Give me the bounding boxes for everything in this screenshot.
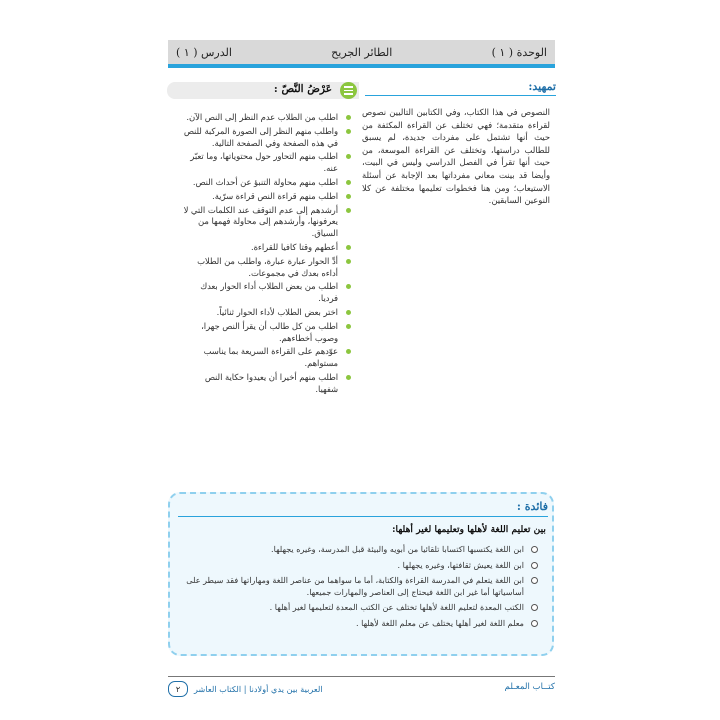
footer-divider (168, 676, 555, 677)
circle-bullet-icon (531, 577, 538, 584)
bullet-icon (346, 180, 351, 185)
bullet-icon (346, 154, 351, 159)
circle-bullet-icon (531, 546, 538, 553)
faida-item: ابن اللغة يعيش ثقافتها، وغيره يجهلها . (180, 560, 538, 572)
footer-label: كتــاب المعـلم (504, 682, 555, 692)
lesson-label: الدرس ( ١ ) (176, 45, 232, 59)
page-number: ٢ (168, 681, 188, 697)
faida-item: ابن اللغة يكتسبها اكتسابا تلقائيا من أبويه والبيئة قبل المدرسة، وغيره يجهلها. (180, 544, 538, 556)
instruction-item: اختر بعض الطلاب لأداء الحوار ثنائياً. (182, 307, 352, 319)
presentation-title: عَرْضُ النَّصّ : (273, 83, 332, 95)
bullet-icon (346, 115, 351, 120)
intro-paragraph: النصوص في هذا الكتاب، وفي الكتابين التاليين نصوص لقراءة متقدمة؛ فهي تختلف عن القراءة المكثفة من حيث أنها تشتمل على مفردات جديدة، لم يسبق للطالب دراستها، وتختلف عن القراءة الموسعة، من حيث أنها تقرأ في الفصل الدراسي وليس في البيت، وأيضا قد بينت معاني مفرداتها بعد الإجابة عن أسئلة الاستيعاب؛ ومن هنا فخطوات تعليمها مختلفة عن كلا النوعين السابقين. (362, 107, 550, 206)
instruction-item: اطلب منهم أخيرا أن يعيدوا حكاية النص شفهيا. (182, 372, 352, 396)
bullet-icon (346, 245, 351, 250)
circle-bullet-icon (531, 604, 538, 611)
instruction-item: عوّدهم على القراءة السريعة بما يناسب مستواهم. (182, 346, 352, 370)
bullet-icon (346, 324, 351, 329)
bullet-icon (346, 375, 351, 380)
unit-label: الوحدة ( ١ ) (491, 45, 547, 59)
instruction-item: أدِّ الحوار عبارة عبارة، واطلب من الطلاب أداءه بعدك في مجموعات. (182, 256, 352, 280)
intro-heading: تمهيد: (528, 80, 556, 93)
instruction-item: اطلب منهم قراءة النص قراءة سرّية. (182, 191, 352, 203)
instruction-item: اطلب من بعض الطلاب أداء الحوار بعدك فرديا. (182, 281, 352, 305)
faida-divider (178, 516, 548, 517)
instruction-item: اطلب من كل طالب أن يقرأ النص جهرا، وصوب أخطاءهم. (182, 321, 352, 345)
lesson-title: الطائر الجريح (331, 45, 393, 59)
bullet-icon (346, 194, 351, 199)
footer-book-title: العربية بين يدي أولادنا | الكتاب العاشر (194, 684, 323, 694)
instruction-item: اطلب منهم محاولة التنبؤ عن أحداث النص. (182, 177, 352, 189)
instruction-item: واطلب منهم النظر إلى الصورة المركبة للنص في هذه الصفحة وفي الصفحة التالية. (182, 126, 352, 150)
faida-item: معلم اللغة لغير أهلها يختلف عن معلم اللغة لأهلها . (180, 618, 538, 630)
bullet-icon (346, 284, 351, 289)
instruction-item: أرشدهم إلى عدم التوقف عند الكلمات التي لا يعرفونها، وأرشدهم إلى محاولة فهمها من السياق. (182, 205, 352, 240)
faida-item: الكتب المعدة لتعليم اللغة لأهلها تختلف عن الكتب المعدة لتعليمها لغير أهلها . (180, 602, 538, 614)
bullet-icon (346, 208, 351, 213)
circle-bullet-icon (531, 562, 538, 569)
header-divider (168, 64, 555, 68)
bullet-icon (346, 129, 351, 134)
faida-subtitle: بين تعليم اللغة لأهلها وتعليمها لغير أهلها: (392, 524, 546, 535)
bullet-icon (346, 259, 351, 264)
faida-item: ابن اللغة يتعلم في المدرسة القراءة والكتابة، أما ما سواهما من عناصر اللغة ومهاراتها فقد سيطر على أساسياتها أما غير ابن اللغة فيحتاج إلى العناصر والمهارات جميعها. (180, 575, 538, 598)
bullet-icon (346, 310, 351, 315)
instruction-item: أعطهم وقتا كافيا للقراءة. (182, 242, 352, 254)
list-icon (340, 82, 357, 99)
faida-title: فائدة : (516, 500, 548, 513)
faida-list (180, 544, 538, 634)
bullet-icon (346, 349, 351, 354)
footer-book-info (168, 681, 323, 697)
presentation-instructions (182, 112, 352, 398)
instruction-item: اطلب منهم التحاور حول محتوياتها، وما تعبّر عنه. (182, 151, 352, 175)
intro-heading-divider (365, 95, 556, 96)
lesson-header (168, 40, 555, 64)
circle-bullet-icon (531, 620, 538, 627)
instruction-item: اطلب من الطلاب عدم النظر إلى النص الآن. (182, 112, 352, 124)
